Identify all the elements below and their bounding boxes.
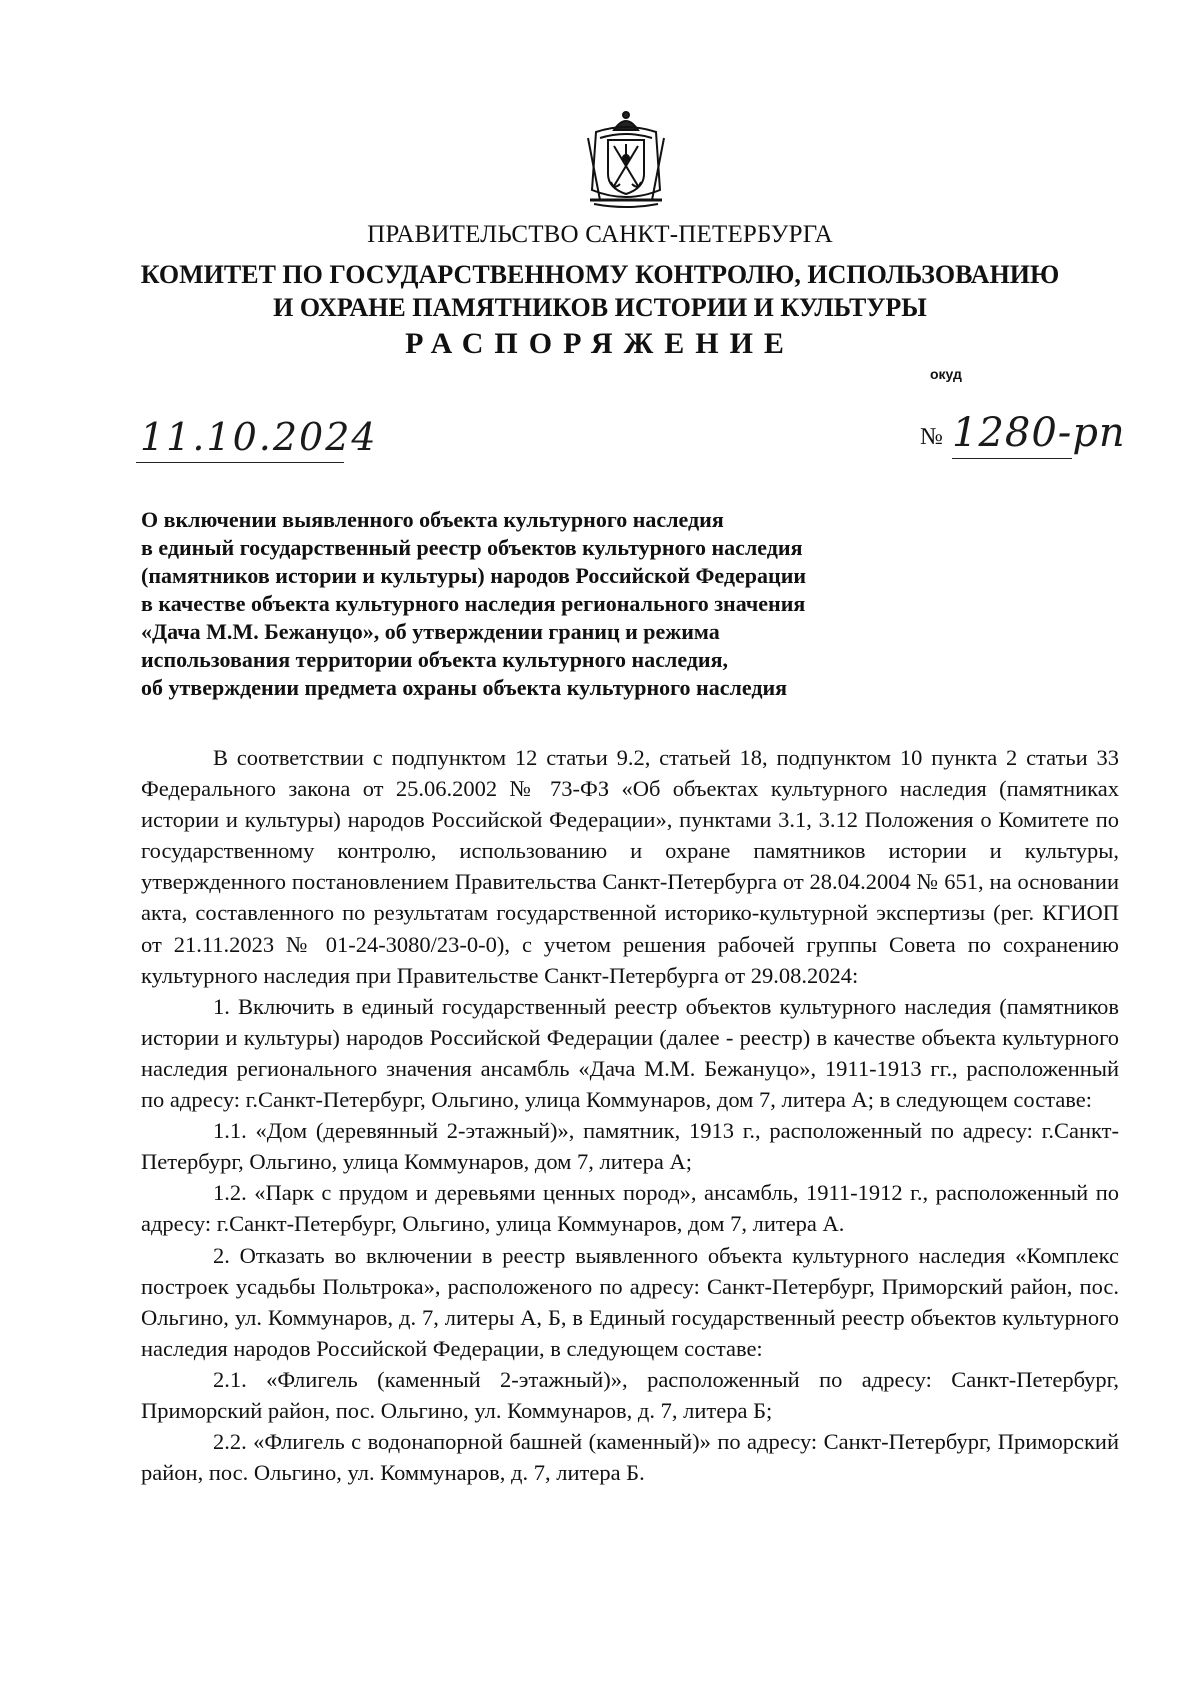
subject-line: об утверждении предмета охраны объекта культурного наследия: [141, 675, 788, 700]
clause-2-1: 2.1. «Флигель (каменный 2-этажный)», расположенный по адресу: Санкт-Петербург, Приморский район, пос. Ольгино, ул. Коммунаров, д. 7, литера Б;: [141, 1366, 1119, 1423]
handwritten-date: 11.10.2024: [140, 415, 378, 459]
handwritten-number: 1280-рп: [952, 410, 1126, 456]
clause-1: 1. Включить в единый государственный реестр объектов культурного наследия (памятников истории и культуры) народов Российской Федерации (далее - реестр) в качестве объекта культурного наследия регионального значения ансамбль «Дача М.М. Бежануцо», 1911-1913 гг., расположенный по адресу: г.Санкт-Петербург, Ольгино, улица Коммунаров, дом 7, литера А; в следующем составе:: [141, 993, 1119, 1113]
committee-heading: [0, 258, 1200, 324]
committee-line-1: КОМИТЕТ ПО ГОСУДАРСТВЕННОМУ КОНТРОЛЮ, ИСПОЛЬЗОВАНИЮ: [140, 260, 1060, 289]
coat-of-arms-icon: [574, 108, 678, 212]
government-heading: ПРАВИТЕЛЬСТВО САНКТ-ПЕТЕРБУРГА: [367, 221, 833, 248]
subject-line: использования территории объекта культурного наследия,: [141, 647, 729, 672]
number-sign: №: [920, 424, 943, 450]
committee-line-2: И ОХРАНЕ ПАМЯТНИКОВ ИСТОРИИ И КУЛЬТУРЫ: [273, 293, 927, 322]
clause-1-2: 1.2. «Парк с прудом и деревьями ценных пород», ансамбль, 1911-1912 г., расположенный по адресу: г.Санкт-Петербург, Ольгино, улица Коммунаров, дом 7, литера А.: [141, 1180, 1119, 1237]
number-underline: [952, 458, 1072, 459]
preamble-paragraph: В соответствии с подпунктом 12 статьи 9.2, статьей 18, подпунктом 10 пункта 2 статьи 33 Федерального закона от 25.06.2002 № 73-ФЗ «Об объектах культурного наследия (памятниках истории и культуры) народов Российской Федерации», пунктами 3.1, 3.12 Положения о Комитете по государственному контролю, использованию и охране памятников истории и культуры, утвержденного постановлением Правительства Санкт-Петербурга от 28.04.2004 № 651, на основании акта, составленного по результатам государственной историко-культурной экспертизы (рег. КГИОП от 21.11.2023 № 01-24-3080/23-0-0), с учетом решения рабочей группы Совета по сохранению культурного наследия при Правительстве Санкт-Петербурга от 29.08.2024:: [141, 745, 1119, 988]
clause-2-2: 2.2. «Флигель с водонапорной башней (каменный)» по адресу: Санкт-Петербург, Приморский район, пос. Ольгино, ул. Коммунаров, д. 7, литера Б.: [141, 1429, 1119, 1486]
subject-line: в единый государственный реестр объектов культурного наследия: [141, 535, 803, 560]
okud-label: окуд: [930, 366, 962, 382]
subject-line: О включении выявленного объекта культурного наследия: [141, 507, 724, 532]
subject-line: (памятников истории и культуры) народов Российской Федерации: [141, 563, 807, 588]
document-type-title: РАСПОРЯЖЕНИЕ: [405, 327, 795, 360]
date-underline: [136, 462, 344, 463]
document-body: [141, 742, 1119, 1488]
subject-line: в качестве объекта культурного наследия регионального значения: [141, 591, 806, 616]
document-subject: [141, 506, 941, 702]
clause-1-1: 1.1. «Дом (деревянный 2-этажный)», памятник, 1913 г., расположенный по адресу: г.Санкт-Петербург, Ольгино, улица Коммунаров, дом 7, литера А;: [141, 1118, 1119, 1175]
subject-line: «Дача М.М. Бежануцо», об утверждении границ и режима: [141, 619, 720, 644]
clause-2: 2. Отказать во включении в реестр выявленного объекта культурного наследия «Комплекс построек усадьбы Польтрока», расположеного по адресу: Санкт-Петербург, Приморский район, пос. Ольгино, ул. Коммунаров, д. 7, литеры А, Б, в Единый государственный реестр объектов культурного наследия народов Российской Федерации, в следующем составе:: [141, 1242, 1119, 1361]
